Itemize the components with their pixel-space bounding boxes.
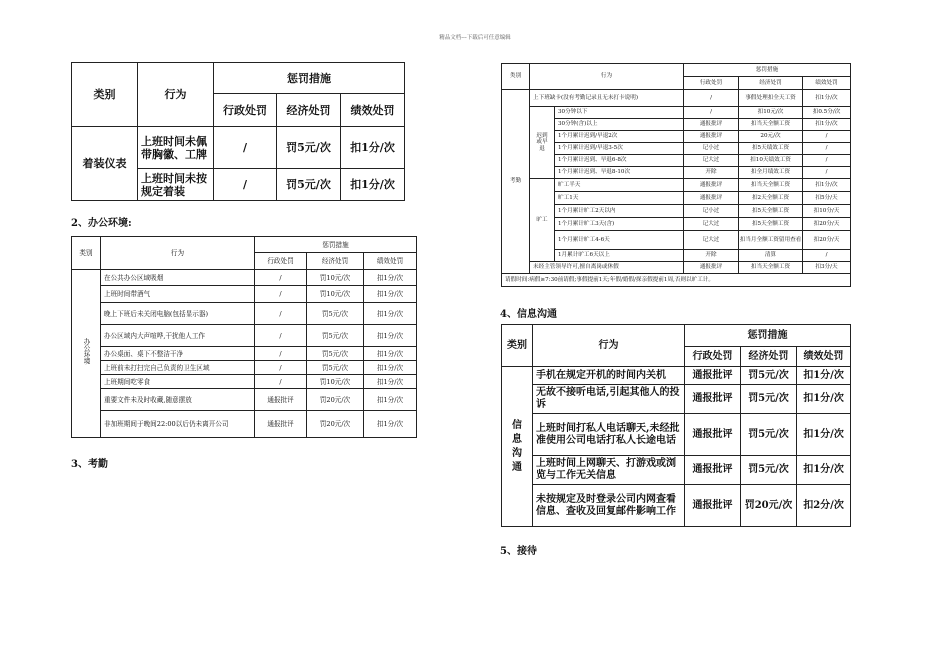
section-office-env: 2、办公环境: (71, 218, 132, 229)
admin-cell: 通报批评 (255, 411, 307, 438)
admin-cell: 通报批评 (685, 456, 741, 485)
admin-cell: 通报批评 (685, 385, 741, 414)
behavior-cell: 30分钟(含)以上 (555, 119, 684, 131)
admin-cell: 记小过 (684, 205, 739, 218)
admin-cell: / (214, 169, 277, 201)
behavior-cell: 在公共办公区域吸烟 (101, 270, 255, 286)
header-perf: 绩效处罚 (803, 77, 851, 90)
admin-cell: 通报批评 (684, 131, 739, 143)
subcategory-late-label: 迟到或早退 (536, 132, 548, 152)
admin-cell: / (255, 361, 307, 375)
admin-cell: / (684, 90, 739, 107)
header-admin: 行政处罚 (684, 77, 739, 90)
admin-cell: / (255, 347, 307, 361)
behavior-cell: 30分钟以下 (555, 107, 684, 119)
perf-cell: 扣1分/次 (364, 361, 417, 375)
admin-cell: / (255, 270, 307, 286)
perf-cell: 扣20分/天 (803, 231, 851, 250)
econ-cell: 罚20元/次 (741, 485, 797, 527)
header-category: 类别 (72, 63, 138, 127)
category-label: 信息沟通 (512, 419, 522, 473)
behavior-cell: 上下班缺卡(没有考勤记录且无未打卡说明) (530, 90, 684, 107)
behavior-cell: 晚上下班后未关闭电脑(包括显示器) (101, 303, 255, 325)
page-header: 精品文档---下载后可任意编辑 (439, 35, 511, 41)
admin-cell: 记大过 (684, 155, 739, 167)
perf-cell: 扣1分/次 (803, 90, 851, 107)
header-admin: 行政处罚 (214, 94, 277, 127)
subcategory-late (530, 107, 555, 179)
behavior-cell: 未按规定及时登录公司内网查看信息、查收及回复邮件影响工作 (533, 485, 685, 527)
header-econ: 经济处罚 (739, 77, 803, 90)
section-reception: 5、接待 (500, 546, 537, 557)
behavior-cell: 重要文件未及时收藏,随意摆放 (101, 389, 255, 411)
admin-cell: / (684, 107, 739, 119)
behavior-cell: 1个月累计迟到/早退2次 (555, 131, 684, 143)
perf-cell: 扣1分/次 (364, 375, 417, 389)
perf-cell: 扣10分/天 (803, 205, 851, 218)
econ-cell: 罚5元/次 (277, 127, 341, 169)
header-econ: 经济处罚 (307, 253, 364, 270)
behavior-cell: 1个月累计旷工2天以内 (555, 205, 684, 218)
econ-cell: 罚5元/次 (307, 347, 364, 361)
econ-cell: 扣10天绩效工资 (739, 155, 803, 167)
econ-cell: 罚5元/次 (277, 169, 341, 201)
admin-cell: / (255, 375, 307, 389)
header-perf: 绩效处罚 (797, 347, 851, 367)
econ-cell: 扣全月绩效工资 (739, 167, 803, 179)
econ-cell: 扣当天全额工资 (739, 179, 803, 192)
behavior-cell: 上班时间上网聊天、打游戏或浏览与工作无关信息 (533, 456, 685, 485)
header-econ: 经济处罚 (741, 347, 797, 367)
behavior-cell: 办公桌面、桌下不整洁干净 (101, 347, 255, 361)
behavior-cell: 1个月累计迟到/早退3-5次 (555, 143, 684, 155)
admin-cell: 通报批评 (684, 192, 739, 205)
econ-cell: 罚5元/次 (307, 303, 364, 325)
header-admin: 行政处罚 (255, 253, 307, 270)
behavior-cell: 上班时间打私人电话聊天,未经批准使用公司电话打私人长途电话 (533, 414, 685, 456)
category-cell: 考勤 (502, 90, 530, 274)
behavior-cell: 手机在规定开机的时间内关机 (533, 367, 685, 385)
econ-cell: 扣2天全额工资 (739, 192, 803, 205)
econ-cell: 清算 (739, 250, 803, 262)
header-behavior: 行为 (530, 64, 684, 90)
behavior-cell: 1个月累计旷工3天(含) (555, 218, 684, 231)
admin-cell: / (255, 303, 307, 325)
perf-cell: 扣1分/次 (803, 179, 851, 192)
admin-cell: 开除 (684, 250, 739, 262)
header-perf: 绩效处罚 (364, 253, 417, 270)
behavior-cell: 上班期间吃零食 (101, 375, 255, 389)
econ-cell: 罚10元/次 (307, 286, 364, 303)
econ-cell: 扣当天全额工资 (739, 119, 803, 131)
econ-cell: 事假处理扣全天工资 (739, 90, 803, 107)
perf-cell: 扣0.5分/次 (803, 107, 851, 119)
attendance-table (501, 63, 851, 287)
admin-cell: / (214, 127, 277, 169)
perf-cell: / (803, 143, 851, 155)
econ-cell: 罚5元/次 (741, 414, 797, 456)
behavior-cell: 上班时间未按规定着装 (138, 169, 214, 201)
header-behavior: 行为 (533, 325, 685, 367)
behavior-cell: 1个月累计旷工4-6天 (555, 231, 684, 250)
econ-cell: 罚5元/次 (307, 325, 364, 347)
header-penalty: 惩罚措施 (685, 325, 851, 347)
category-cell (72, 270, 101, 438)
admin-cell: 通报批评 (255, 389, 307, 411)
admin-cell: 通报批评 (684, 262, 739, 274)
behavior-cell: 旷工1天 (555, 192, 684, 205)
subcategory-absence: 旷工 (530, 179, 555, 262)
perf-cell: 扣2分/次 (797, 485, 851, 527)
econ-cell: 罚5元/次 (741, 367, 797, 385)
header-behavior: 行为 (101, 237, 255, 270)
category-cell: 着装仪表 (72, 127, 138, 201)
admin-cell: 通报批评 (685, 485, 741, 527)
header-category: 类别 (72, 237, 101, 270)
perf-cell: 扣1分/次 (803, 119, 851, 131)
section-communication: 4、信息沟通 (500, 309, 557, 320)
header-behavior: 行为 (138, 63, 214, 127)
perf-cell: 扣1分/次 (364, 389, 417, 411)
perf-cell: 扣20分/天 (803, 218, 851, 231)
econ-cell: 罚5元/次 (741, 456, 797, 485)
perf-cell: / (803, 131, 851, 143)
admin-cell: 通报批评 (684, 119, 739, 131)
perf-cell: 扣1分/次 (364, 411, 417, 438)
perf-cell: 扣1分/次 (341, 169, 405, 201)
econ-cell: 罚10元/次 (307, 375, 364, 389)
behavior-cell: 无故不接听电话,引起其他人的投诉 (533, 385, 685, 414)
econ-cell: 罚5元/次 (741, 385, 797, 414)
header-category: 类别 (502, 325, 533, 367)
behavior-cell: 上班时间带酒气 (101, 286, 255, 303)
perf-cell: / (803, 250, 851, 262)
perf-cell: 扣1分/次 (797, 367, 851, 385)
behavior-cell: 上班时间未佩带胸徽、工牌 (138, 127, 214, 169)
communication-table (501, 324, 851, 527)
header-admin: 行政处罚 (685, 347, 741, 367)
admin-cell: / (255, 286, 307, 303)
perf-cell: 扣1分/次 (797, 414, 851, 456)
econ-cell: 罚5元/次 (307, 361, 364, 375)
econ-cell: 扣5天全额工资 (739, 205, 803, 218)
behavior-cell: 1月累计旷工6天以上 (555, 250, 684, 262)
admin-cell: / (255, 325, 307, 347)
econ-cell: 扣5天全额工资 (739, 218, 803, 231)
perf-cell: 扣1分/次 (364, 347, 417, 361)
admin-cell: 记小过 (684, 143, 739, 155)
perf-cell: 扣1分/次 (364, 325, 417, 347)
admin-cell: 通报批评 (685, 414, 741, 456)
econ-cell: 扣10元/次 (739, 107, 803, 119)
admin-cell: 通报批评 (685, 367, 741, 385)
office-env-table (71, 236, 417, 438)
econ-cell: 扣5天绩效工资 (739, 143, 803, 155)
econ-cell: 罚10元/次 (307, 270, 364, 286)
leave-note: 请假时间:病假≥7:30前请假;事假提前1天;年假/婚假/探亲假提前1周,否则以旷工计。 (502, 274, 851, 287)
behavior-cell: 未经主管领导许可,擅自离岗或休假 (530, 262, 684, 274)
econ-cell: 罚20元/次 (307, 411, 364, 438)
perf-cell: 扣1分/次 (797, 456, 851, 485)
perf-cell: 扣5分/天 (803, 192, 851, 205)
category-cell (502, 367, 533, 527)
header-perf: 绩效处罚 (341, 94, 405, 127)
dress-code-table (71, 62, 405, 201)
econ-cell: 罚20元/次 (307, 389, 364, 411)
perf-cell: 扣1分/次 (797, 385, 851, 414)
perf-cell: 扣3分/天 (803, 262, 851, 274)
behavior-cell: 1个月累计迟到、早退6-8次 (555, 155, 684, 167)
header-econ: 经济处罚 (277, 94, 341, 127)
admin-cell: 开除 (684, 167, 739, 179)
header-penalty: 惩罚措施 (214, 63, 405, 94)
perf-cell: / (803, 167, 851, 179)
behavior-cell: 办公区域内大声喧哗,干扰他人工作 (101, 325, 255, 347)
econ-cell: 扣当天全额工资 (739, 262, 803, 274)
behavior-cell: 1个月累计迟到、早退8-10次 (555, 167, 684, 179)
admin-cell: 记大过 (684, 218, 739, 231)
perf-cell: / (803, 155, 851, 167)
behavior-cell: 上班前未打扫完自己负责的卫生区域 (101, 361, 255, 375)
section-attendance: 3、考勤 (71, 459, 108, 470)
behavior-cell: 旷工半天 (555, 179, 684, 192)
header-category: 类别 (502, 64, 530, 90)
perf-cell: 扣1分/次 (341, 127, 405, 169)
category-label: 办公环境 (82, 337, 90, 365)
behavior-cell: 非加班期间于晚间22:00以后仍未离开公司 (101, 411, 255, 438)
perf-cell: 扣1分/次 (364, 270, 417, 286)
header-penalty: 惩罚措施 (684, 64, 851, 77)
econ-cell: 20元/次 (739, 131, 803, 143)
perf-cell: 扣1分/次 (364, 286, 417, 303)
econ-cell: 扣当月全额工资留用查看 (739, 231, 803, 250)
admin-cell: 通报批评 (684, 179, 739, 192)
header-penalty: 惩罚措施 (255, 237, 417, 253)
perf-cell: 扣1分/次 (364, 303, 417, 325)
admin-cell: 记大过 (684, 231, 739, 250)
